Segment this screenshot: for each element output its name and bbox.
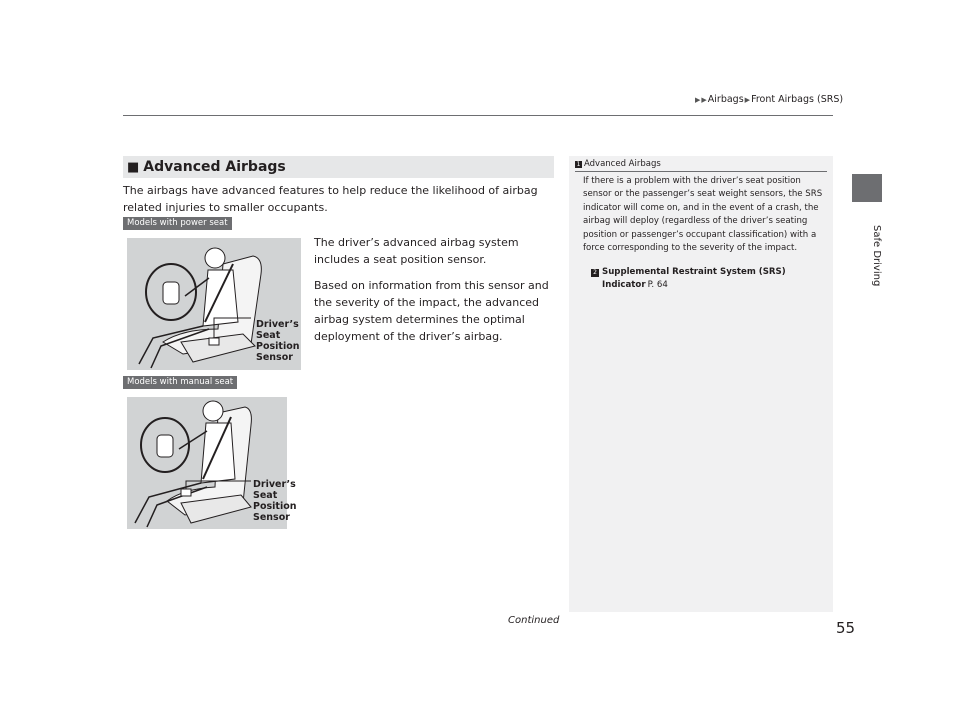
callout-line: Driver’s — [256, 319, 299, 330]
srs-indicator-link[interactable] — [591, 266, 811, 293]
power-seat-sensor-callout — [256, 319, 306, 363]
callout-line: Sensor — [256, 352, 293, 363]
section-title: Advanced Airbags — [143, 159, 286, 175]
chevron-right-icon: ▶ — [695, 95, 701, 104]
body-paragraph-2: Based on information from this sensor and the severity of the impact, the advanced airbag system determines the optimal deployment of the driver’s airbag. — [314, 279, 549, 343]
chapter-label-text: Safe Driving — [871, 225, 882, 287]
callout-line: Seat — [253, 490, 278, 501]
chevron-right-icon: ▶ — [744, 95, 751, 104]
body-paragraph-1: The driver’s advanced airbag system includes a seat position sensor. — [314, 236, 519, 266]
side-note-box — [569, 156, 833, 612]
square-bullet-icon: ■ — [127, 159, 140, 175]
callout-line: Position — [256, 341, 300, 352]
link-title-line-1: Supplemental Restraint System (SRS) — [602, 267, 786, 277]
callout-line: Driver’s — [253, 479, 296, 490]
body-text — [314, 234, 554, 354]
cross-reference-icon: 2 — [591, 269, 599, 277]
header-rule — [123, 115, 833, 116]
chevron-right-icon: ▶ — [701, 95, 707, 104]
manual-seat-tag: Models with manual seat — [123, 376, 237, 389]
power-seat-tag: Models with power seat — [123, 217, 232, 230]
section-heading — [123, 156, 554, 178]
manual-seat-sensor-callout — [253, 479, 303, 523]
chapter-tab-label — [852, 210, 882, 300]
note-reference-icon: 1 — [576, 160, 581, 168]
note-heading — [575, 159, 661, 169]
breadcrumb — [694, 94, 843, 105]
link-page-ref: P. 64 — [647, 280, 668, 291]
note-text: If there is a problem with the driver’s seat position sensor or the passenger’s seat weight sensors, the SRS indicator will come on, and in the event of a crash, the airbag will deploy (regardless of the driver’s seating position or passenger’s occupant classification) with a force corresponding to the severity of the impact. — [583, 176, 823, 254]
callout-line: Sensor — [253, 512, 290, 523]
continued-label: Continued — [508, 615, 560, 626]
breadcrumb-item-airbags[interactable]: Airbags — [707, 94, 744, 105]
callout-line: Seat — [256, 330, 281, 341]
callout-line: Position — [253, 501, 297, 512]
link-title-line-2: Indicator — [602, 280, 646, 291]
note-rule — [575, 171, 827, 172]
page-number: 55 — [836, 619, 856, 637]
chapter-tab-marker — [852, 174, 882, 202]
note-heading-text: Advanced Airbags — [584, 159, 661, 169]
breadcrumb-item-front-airbags[interactable]: Front Airbags (SRS) — [751, 94, 844, 105]
intro-paragraph: The airbags have advanced features to help reduce the likelihood of airbag related injuries to smaller occupants. — [123, 184, 538, 214]
